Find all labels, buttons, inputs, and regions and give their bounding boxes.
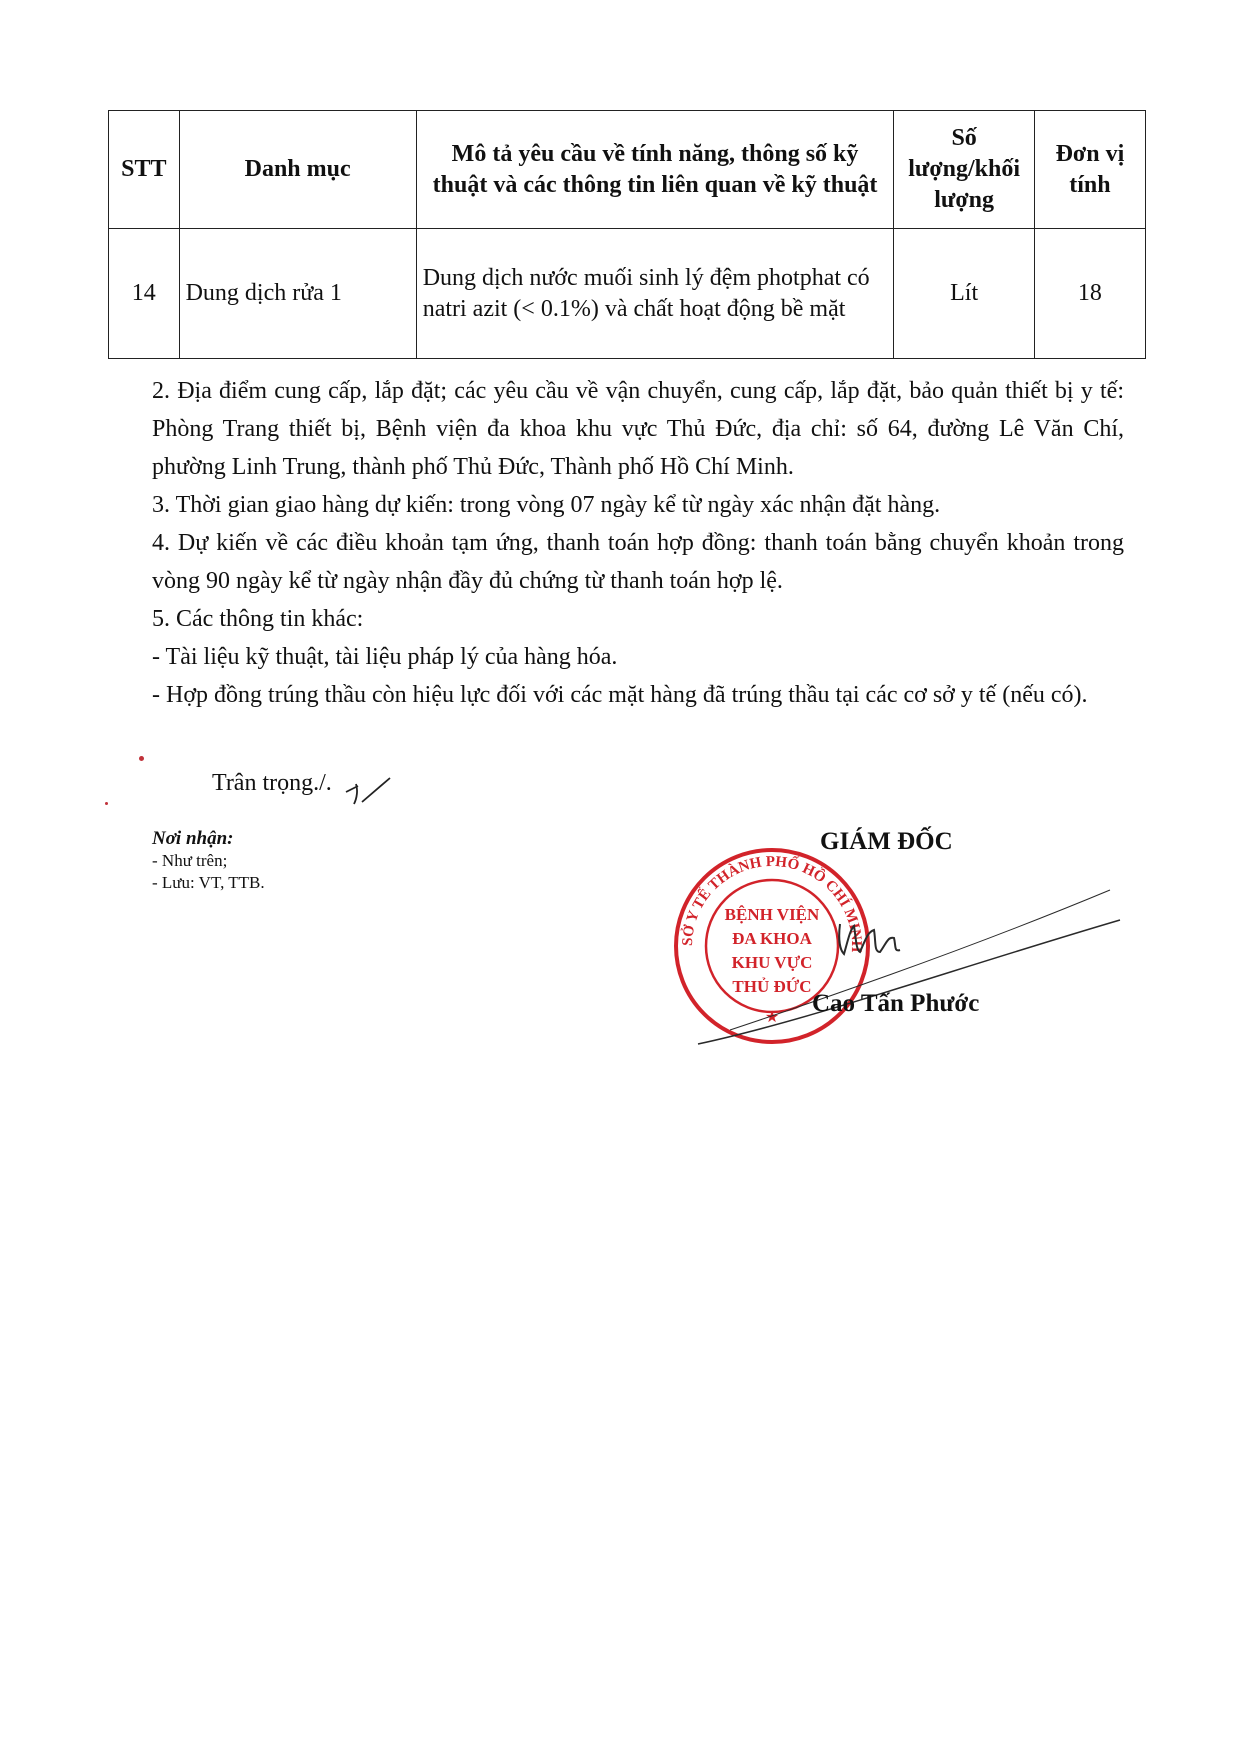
recipient-item: - Như trên; [152,851,228,870]
bullet-documents: - Tài liệu kỹ thuật, tài liệu pháp lý của hàng hóa. [152,644,618,670]
cell-unit: 18 [1034,229,1145,359]
signature-title: GIÁM ĐỐC [820,828,953,855]
stamp-line: THỦ ĐỨC [732,977,812,996]
header-unit: Đơn vị tính [1034,111,1145,229]
header-stt: STT [109,111,180,229]
item-delivery-time: 3. Thời gian giao hàng dự kiến: trong vòng 07 ngày kể từ ngày xác nhận đặt hàng. [152,492,941,518]
stamp-outer-text: SỞ Y TẾ THÀNH PHỐ HỒ CHÍ MINH [679,853,865,953]
stamp-line: ĐA KHOA [732,929,812,948]
cell-quantity: Lít [894,229,1034,359]
requirements-table [108,110,1146,359]
stamp-line: KHU VỰC [731,953,813,972]
header-description: Mô tả yêu cầu về tính năng, thông số kỹ thuật và các thông tin liên quan về kỹ thuật [416,111,894,229]
cell-stt: 14 [109,229,180,359]
item-payment-terms: 4. Dự kiến về các điều khoản tạm ứng, thanh toán hợp đồng: thanh toán bằng chuyển khoản trong vòng 90 ngày kể từ ngày nhận đầy đủ chứng từ thanh toán hợp lệ. [152,530,1124,594]
recipients-heading: Nơi nhận: [152,828,234,849]
bullet-contracts: - Hợp đồng trúng thầu còn hiệu lực đối với các mặt hàng đã trúng thầu tại các cơ sở y tế (nếu có). [152,682,1088,708]
body-text [152,372,1124,714]
cell-description: Dung dịch nước muối sinh lý đệm photphat có natri azit (< 0.1%) và chất hoạt động bề mặt [416,229,894,359]
initial-mark-icon [344,772,394,808]
stamp-line: BỆNH VIỆN [724,905,820,924]
item-delivery-location: 2. Địa điểm cung cấp, lắp đặt; các yêu cầu về vận chuyển, cung cấp, lắp đặt, bảo quản thiết bị y tế: Phòng Trang thiết bị, Bệnh viện đa khoa khu vực Thủ Đức, địa chỉ: số 64, đường Lê Văn Chí, phường Linh Trung, thành phố Thủ Đức, Thành phố Hồ Chí Minh. [152,378,1124,480]
recipients-block [152,828,265,894]
signatory-name: Cao Tấn Phước [812,990,980,1017]
header-quantity: Số lượng/khối lượng [894,111,1034,229]
item-other-info: 5. Các thông tin khác: [152,606,364,632]
recipient-item: - Lưu: VT, TTB. [152,873,265,892]
table-row [109,229,1146,359]
header-category: Danh mục [179,111,416,229]
handwritten-signature-icon [690,880,1130,1060]
cell-category: Dung dịch rửa 1 [179,229,416,359]
stamp-fragment-dot [139,756,144,761]
stamp-fragment-dot [105,802,108,805]
closing-regards: Trân trọng./. [212,770,332,796]
table-header-row [109,111,1146,229]
svg-text:★: ★ [764,1009,780,1026]
